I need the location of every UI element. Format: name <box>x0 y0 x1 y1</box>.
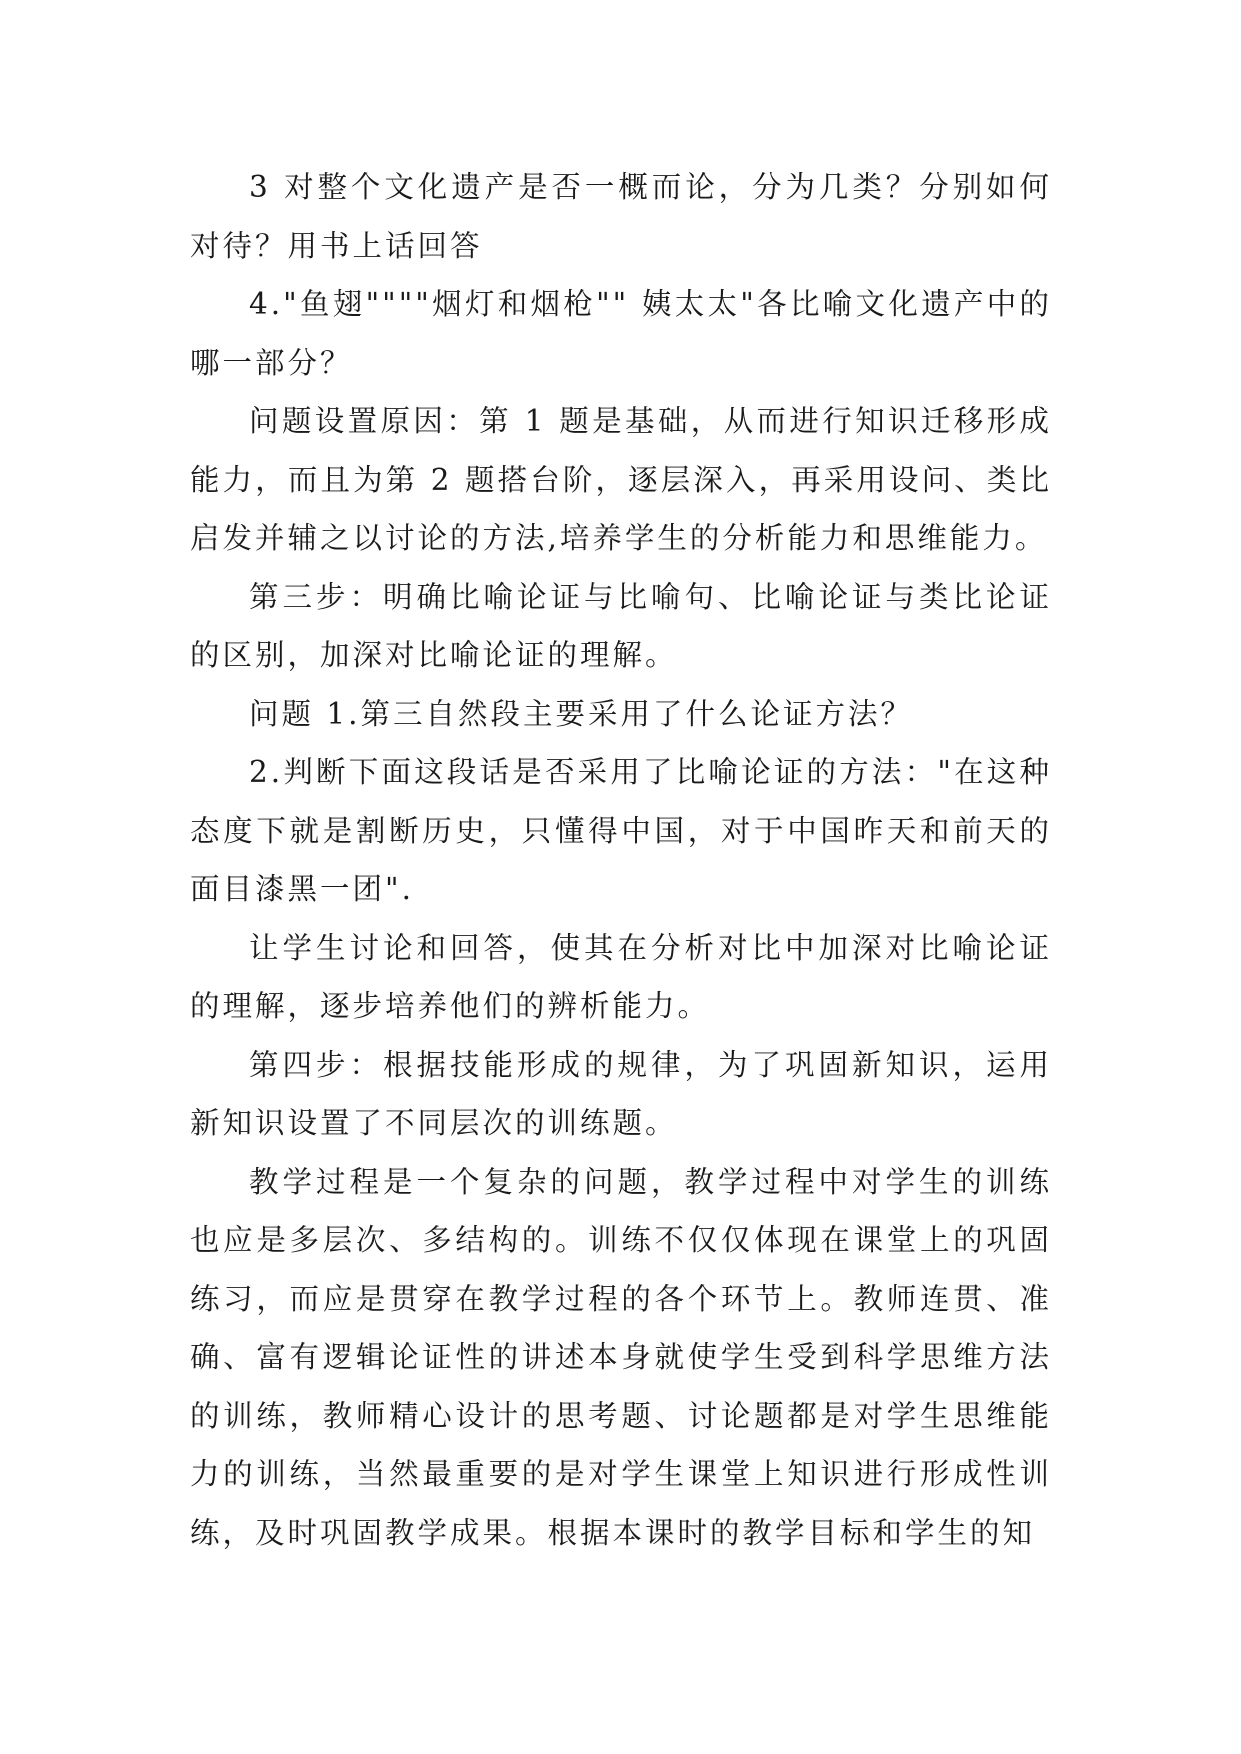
paragraph-step-three: 第三步：明确比喻论证与比喻句、比喻论证与类比论证的区别，加深对比喻论证的理解。 <box>190 579 1052 672</box>
paragraph-question-4: 4."鱼翅""""烟灯和烟枪"" 姨太太"各比喻文化遗产中的哪一部分？ <box>190 287 1052 380</box>
paragraph-question-3: 3 对整个文化遗产是否一概而论，分为几类？分别如何对待？用书上话回答 <box>190 170 1052 263</box>
paragraph-discussion: 让学生讨论和回答，使其在分析对比中加深对比喻论证的理解，逐步培养他们的辨析能力。 <box>190 930 1052 1023</box>
paragraph-problem-2: 2.判断下面这段话是否采用了比喻论证的方法："在这种态度下就是割断历史，只懂得中国，对于中国昨天和前天的面目漆黑一团". <box>190 755 1052 906</box>
paragraph-teaching-process: 教学过程是一个复杂的问题，教学过程中对学生的训练也应是多层次、多结构的。训练不仅仅体现在课堂上的巩固练习，而应是贯穿在教学过程的各个环节上。教师连贯、准确、富有逻辑论证性的讲述本身就使学生受到科学思维方法的训练，教师精心设计的思考题、讨论题都是对学生思维能力的训练，当然最重要的是对学生课堂上知识进行形成性训练，及时巩固教学成果。根据本课时的教学目标和学生的知 <box>190 1164 1052 1550</box>
paragraph-problem-1: 问题 1.第三自然段主要采用了什么论证方法？ <box>249 696 914 731</box>
document-body <box>190 158 1052 1562</box>
paragraph-step-four: 第四步：根据技能形成的规律，为了巩固新知识，运用新知识设置了不同层次的训练题。 <box>190 1047 1052 1140</box>
paragraph-question-rationale: 问题设置原因：第 1 题是基础，从而进行知识迁移形成能力，而且为第 2 题搭台阶，逐层深入，再采用设问、类比启发并辅之以讨论的方法,培养学生的分析能力和思维能力。 <box>190 404 1052 555</box>
